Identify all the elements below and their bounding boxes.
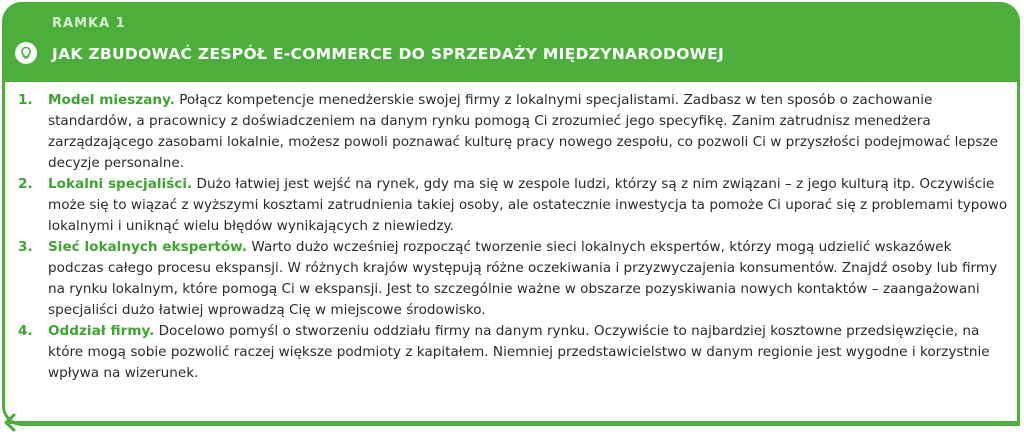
- item-lead: Oddział firmy.: [48, 323, 155, 339]
- item-lead: Model mieszany.: [48, 92, 175, 108]
- item-number: 4.: [18, 323, 33, 339]
- box-title: JAK ZBUDOWAĆ ZESPÓŁ E-COMMERCE DO SPRZEDAŻY MIĘDZYNARODOWEJ: [52, 45, 725, 63]
- item-text: Połącz kompetencje menedżerskie swojej firmy z lokalnymi specjalistami. Zadbasz w ten sposób o zachowanie standardów, a pracownicy z doświadczeniem na danym rynku pomogą Ci zrozumieć jego specyfikę. Zanim zatrudnisz menedżera zarządzającego zasobami lokalnie, możesz powoli poznawać kulturę pracy nowego zespołu, co pozwoli Ci w przyszłości podejmować lepsze decyzje personalne.: [48, 92, 998, 171]
- item-text: Dużo łatwiej jest wejść na rynek, gdy ma się w zespole ludzi, którzy są z nim związani – z jego kulturą itp. Oczywiście może się to wiązać z wyższymi kosztami zatrudnienia takiej osoby, ale ostatecznie inwestycja ta pomoże Ci uporać się z problemami typowo lokalnymi i uniknąć wielu błędów wynikających z niewiedzy.: [48, 176, 1008, 234]
- item-lead: Sieć lokalnych ekspertów.: [48, 239, 248, 255]
- item-number: 2.: [18, 176, 33, 192]
- box-label: RAMKA 1: [52, 16, 126, 31]
- item-number: 3.: [18, 239, 33, 255]
- arrow-left-icon: [0, 412, 26, 434]
- list-item: [18, 321, 1008, 384]
- list-item: [18, 237, 1008, 321]
- lightbulb-icon: [15, 42, 37, 64]
- list-item: [18, 90, 1008, 174]
- item-text: Docelowo pomyśl o stworzeniu oddziału firmy na danym rynku. Oczywiście to najbardziej kosztowne przedsięwzięcie, na które mogą sobie pozwolić raczej większe podmioty z kapitałem. Niemniej przedstawicielstwo w danym regionie jest wygodne i korzystnie wpływa na wizerunek.: [48, 323, 990, 381]
- item-number: 1.: [18, 92, 33, 108]
- item-lead: Lokalni specjaliści.: [48, 176, 193, 192]
- tips-list: [18, 90, 1008, 384]
- item-text: Warto dużo wcześniej rozpocząć tworzenie sieci lokalnych ekspertów, którzy mogą udzielić wskazówek podczas całego procesu ekspansji. W różnych krajów występują różne oczekiwania i przyzwyczajenia konsumentów. Znajdź osoby lub firmy na rynku lokalnym, które pomogą Ci w ekspansji. Jest to szczególnie ważne w obszarze pozyskiwania nowych kontaktów – zaangażowani specjaliści dużo łatwiej wprowadzą Cię w miejscowe środowisko.: [48, 239, 998, 318]
- box-header: [2, 2, 1020, 82]
- list-item: [18, 174, 1008, 237]
- bottom-rule: [14, 421, 1020, 424]
